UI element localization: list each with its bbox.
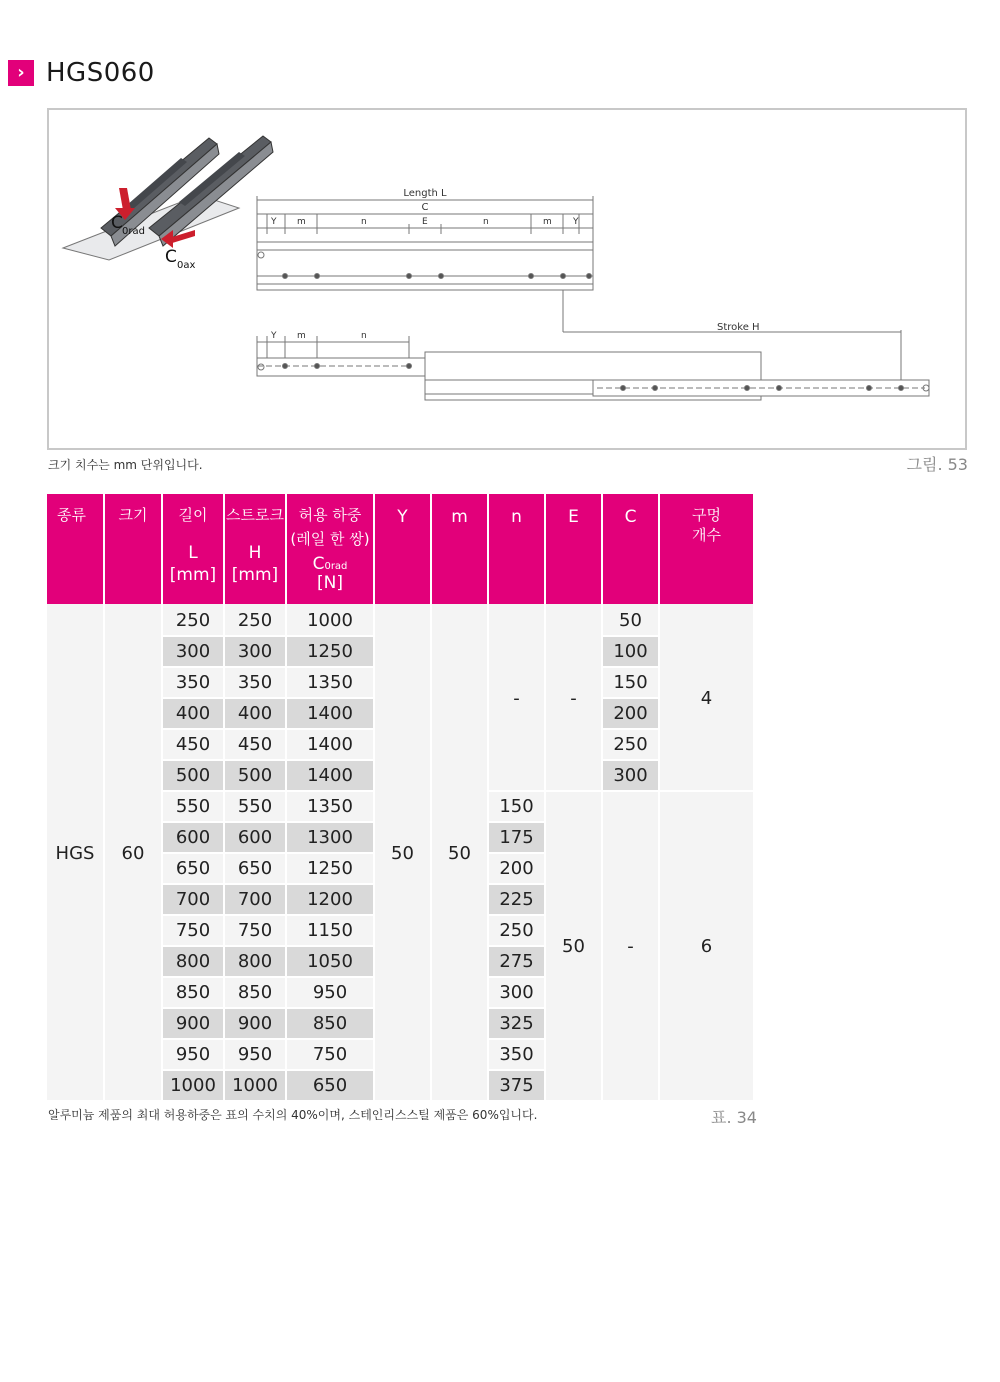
m-label-2: m xyxy=(543,217,552,227)
table-note: 알루미늄 제품의 최대 허용하중은 표의 수치의 40%이며, 스테인리스스틸 제품은 60%입니다. xyxy=(48,1108,538,1122)
cell-holes-group2: 6 xyxy=(660,790,753,1100)
m-label: m xyxy=(297,217,306,227)
section-title-row xyxy=(8,58,155,88)
table-row: 300 300 1250 100 xyxy=(47,635,753,666)
y-label-3: Y xyxy=(271,331,277,341)
chevron-right-icon: › xyxy=(8,60,34,86)
y-label-2: Y xyxy=(573,217,579,227)
cell-y: 50 xyxy=(375,604,430,1100)
table-row: 750 750 1150 250 xyxy=(47,914,753,945)
table-row: 450 450 1400 250 xyxy=(47,728,753,759)
table-row: 950 950 750 350 xyxy=(47,1038,753,1069)
table-number: 표. 34 xyxy=(711,1108,757,1127)
table-row: 600 600 1300 175 xyxy=(47,821,753,852)
c-ax-subscript: 0ax xyxy=(177,260,196,271)
col-type: 종류 xyxy=(47,494,103,604)
figure-number: 그림. 53 xyxy=(906,455,968,474)
e-label: E xyxy=(422,217,428,227)
table-header-row xyxy=(47,494,753,604)
length-label: Length L xyxy=(403,188,447,199)
cell-e-group1: - xyxy=(546,604,601,790)
drawing-svg xyxy=(49,110,965,448)
table-row: 900 900 850 325 xyxy=(47,1007,753,1038)
figure-note: 크기 치수는 mm 단위입니다. xyxy=(48,458,203,472)
n-label: n xyxy=(361,217,367,227)
extended-rail-drawing xyxy=(257,336,929,400)
table-row: 850 850 950 300 xyxy=(47,976,753,1007)
m-label-3: m xyxy=(297,331,306,341)
table-row: 1000 1000 650 375 xyxy=(47,1069,753,1100)
spec-table xyxy=(45,494,755,1100)
table-row: 500 500 1400 300 xyxy=(47,759,753,790)
cell-holes-group1: 4 xyxy=(660,604,753,790)
y-label: Y xyxy=(271,217,277,227)
c-ax-label: C xyxy=(165,247,177,267)
rail-isometric-illustration xyxy=(63,136,273,271)
col-holes: 구멍 개수 xyxy=(660,494,753,604)
page-title: HGS060 xyxy=(46,58,155,88)
n-label-3: n xyxy=(361,331,367,341)
col-m: m xyxy=(432,494,487,604)
cell-e-group2: 50 xyxy=(546,790,601,1100)
cell-m: 50 xyxy=(432,604,487,1100)
table-row: 400 400 1400 200 xyxy=(47,697,753,728)
cell-c-group2: - xyxy=(603,790,658,1100)
col-n: n xyxy=(489,494,544,604)
col-size: 크기 xyxy=(105,494,161,604)
cell-size: 60 xyxy=(105,604,161,1100)
n-label-2: n xyxy=(483,217,489,227)
table-row: 700 700 1200 225 xyxy=(47,883,753,914)
table-row: 800 800 1050 275 xyxy=(47,945,753,976)
table-row: 650 650 1250 200 xyxy=(47,852,753,883)
col-stroke: 스트로크 H [mm] xyxy=(225,494,285,604)
cell-n-group1: - xyxy=(489,604,544,790)
dimension-drawing xyxy=(47,108,967,450)
cell-type: HGS xyxy=(47,604,103,1100)
col-c: C xyxy=(603,494,658,604)
col-length: 길이 L [mm] xyxy=(163,494,223,604)
col-e: E xyxy=(546,494,601,604)
col-y: Y xyxy=(375,494,430,604)
stroke-label: Stroke H xyxy=(717,322,760,333)
c-rad-label: C xyxy=(111,213,123,233)
table-row: HGS 60 250 250 1000 50 50 - - 50 4 xyxy=(47,604,753,635)
col-load: 허용 하중 (레일 한 쌍) C0rad [N] xyxy=(287,494,373,604)
c-label: C xyxy=(421,202,429,213)
table-row: 550 550 1350 150 50 - 6 xyxy=(47,790,753,821)
c-rad-subscript: 0rad xyxy=(122,226,145,237)
table-row: 350 350 1350 150 xyxy=(47,666,753,697)
